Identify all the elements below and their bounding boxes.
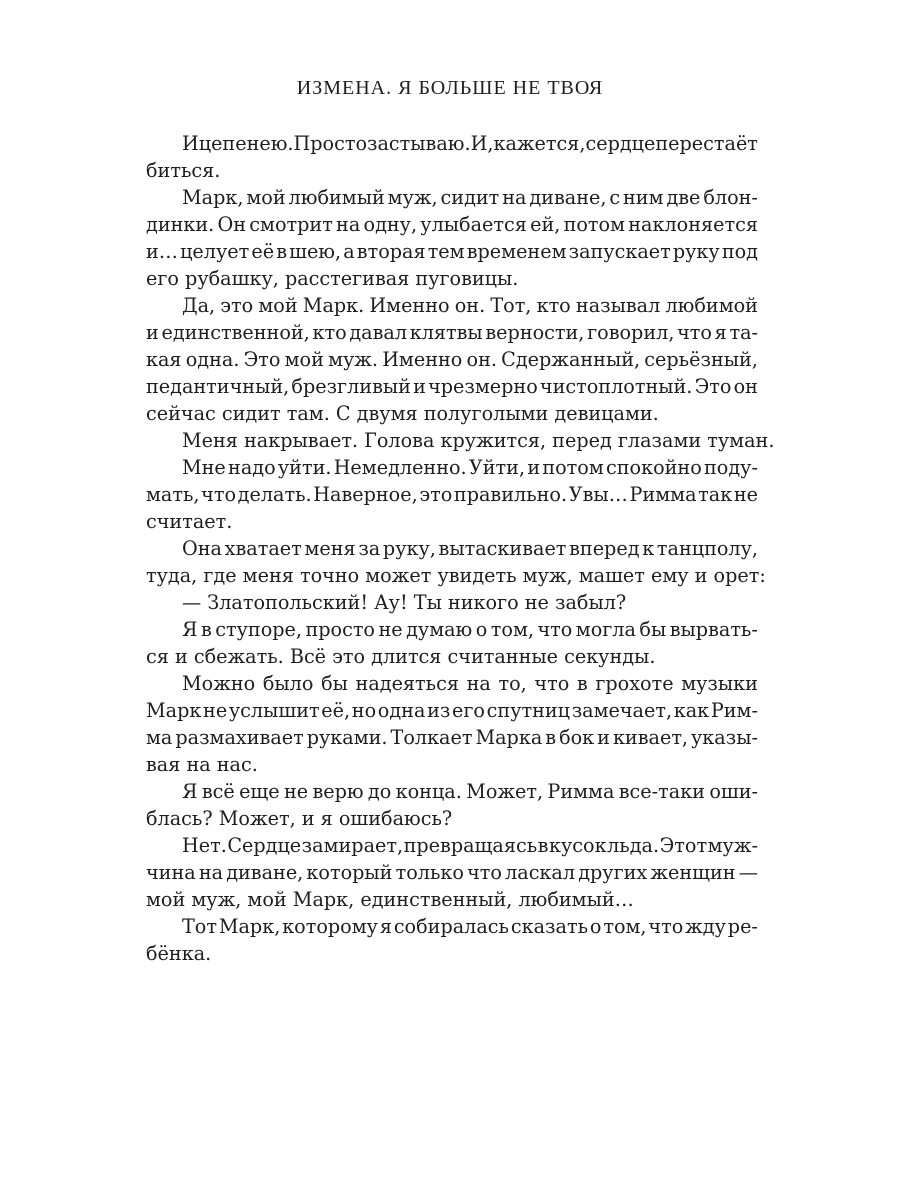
- text-line: бёнка.: [146, 942, 212, 965]
- paragraph: [146, 454, 758, 535]
- paragraph: [146, 616, 758, 670]
- text-line: педантичный, брезгливый и чрезмерно чистоплотный. Это он: [146, 375, 758, 398]
- paragraph: [146, 535, 766, 589]
- text-line: — Златопольский! Ау! Ты никого не забыл?: [182, 591, 627, 614]
- text-line: вая на нас.: [146, 753, 258, 776]
- text-line: Тот Марк, которому я собиралась сказать о том, что жду ре-: [182, 915, 758, 938]
- text-line: его рубашку, расстегивая пуговицы.: [146, 267, 519, 290]
- paragraph: [146, 778, 758, 832]
- text-line: мать, что делать. Наверное, это правильно. Увы… Римма так не: [146, 483, 758, 506]
- text-line: Мне надо уйти. Немедленно. Уйти, и потом спокойно поду-: [182, 456, 758, 479]
- text-line: сейчас сидит там. С двумя полуголыми девицами.: [146, 402, 659, 425]
- text-line: Марк не услышит её, но одна из его спутниц замечает, как Рим-: [146, 699, 758, 722]
- paragraph: [146, 832, 758, 913]
- text-line: Марк, мой любимый муж, сидит на диване, с ним две блон-: [182, 186, 758, 209]
- paragraph: [146, 427, 775, 454]
- text-line: Да, это мой Марк. Именно он. Тот, кто называл любимой: [182, 294, 758, 317]
- text-line: Меня накрывает. Голова кружится, перед глазами туман.: [182, 429, 775, 452]
- text-line: ся и сбежать. Всё это длится считанные секунды.: [146, 645, 656, 668]
- text-line: И цепенею. Просто застываю. И, кажется, сердце перестаёт: [182, 132, 758, 155]
- text-line: и… целует её в шею, а вторая тем временем запускает руку под: [146, 240, 758, 263]
- text-line: динки. Он смотрит на одну, улыбается ей, потом наклоняется: [146, 213, 758, 236]
- paragraph: [146, 589, 758, 616]
- page-text: [146, 130, 775, 967]
- paragraph: [146, 670, 758, 778]
- paragraph: [146, 184, 758, 292]
- text-line: туда, где меня точно может увидеть муж, машет ему и орет:: [146, 564, 766, 587]
- text-line: Можно было бы надеяться на то, что в грохоте музыки: [182, 672, 758, 695]
- running-header: ИЗМЕНА. Я БОЛЬШЕ НЕ ТВОЯ: [296, 77, 604, 99]
- paragraph: [146, 130, 758, 184]
- paragraph: [146, 913, 758, 967]
- text-line: биться.: [146, 159, 221, 182]
- text-line: считает.: [146, 510, 233, 533]
- text-line: Я всё еще не верю до конца. Может, Римма все-таки оши-: [182, 780, 758, 803]
- paragraph: [146, 292, 758, 427]
- text-line: и единственной, кто давал клятвы верности, говорил, что я та-: [146, 321, 758, 344]
- text-line: Она хватает меня за руку, вытаскивает вперед к танцполу,: [182, 537, 758, 560]
- text-line: Я в ступоре, просто не думаю о том, что могла бы вырвать-: [182, 618, 758, 641]
- text-line: ма размахивает руками. Толкает Марка в бок и кивает, указы-: [146, 726, 758, 749]
- text-line: Нет. Сердце замирает, превращаясь в кусок льда. Этот муж-: [182, 834, 758, 857]
- text-line: чина на диване, который только что ласкал других женщин —: [146, 861, 758, 884]
- text-line: блась? Может, и я ошибаюсь?: [146, 807, 453, 830]
- text-line: мой муж, мой Марк, единственный, любимый…: [146, 888, 634, 911]
- text-line: кая одна. Это мой муж. Именно он. Сдержанный, серьёзный,: [146, 348, 758, 371]
